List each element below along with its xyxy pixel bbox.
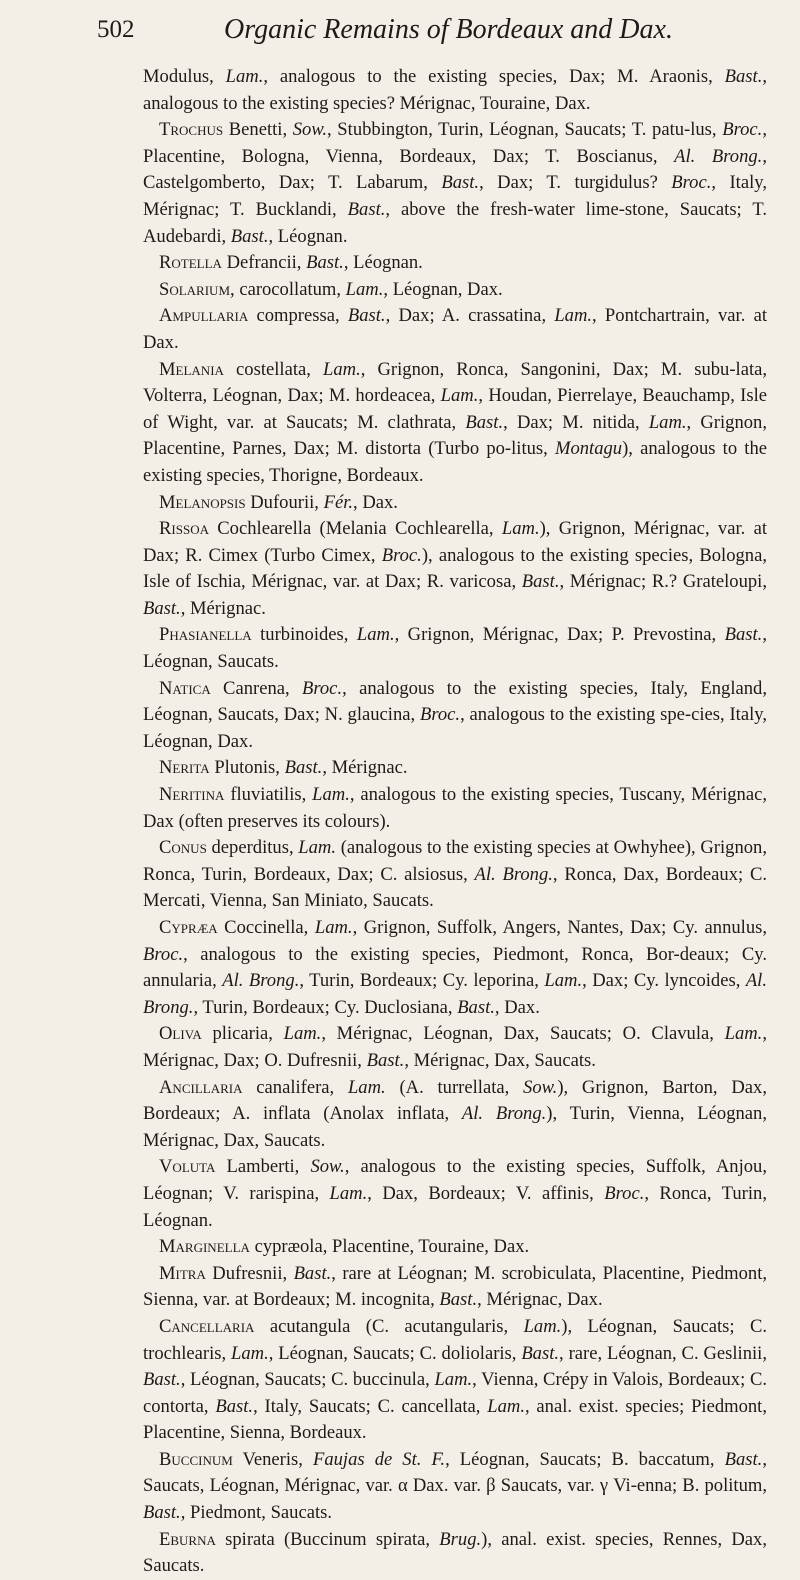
text-run: plicaria, (201, 1023, 284, 1045)
author-citation: Bast. (465, 411, 504, 433)
author-citation: Bast. (441, 172, 480, 194)
author-citation: Lam. (225, 66, 264, 87)
genus-paragraph (143, 915, 767, 1021)
text-run: spirata (Buccinum spirata, (215, 1528, 440, 1550)
author-citation: Sow. (523, 1076, 558, 1098)
author-citation: Bast. (293, 1262, 332, 1284)
genus-name: Mitra (159, 1262, 206, 1284)
author-citation: Sow. (292, 119, 328, 141)
text-run: , Léognan, Saucats; B. baccatum, (445, 1448, 725, 1470)
author-citation: Bast. (521, 1342, 560, 1364)
author-citation: Lam. (434, 1369, 473, 1391)
author-citation: Bast. (306, 252, 344, 274)
author-citation: Bast. (284, 757, 323, 779)
text-run: , Ronca, Turin, Léognan. (143, 1182, 767, 1231)
genus-name: Neritina (159, 784, 225, 806)
genus-paragraph (143, 117, 767, 250)
text-run: Benetti, (223, 119, 293, 141)
genus-paragraph (143, 1447, 767, 1527)
text-run: Lamberti, (215, 1156, 311, 1178)
text-run: Canrena, (210, 677, 302, 699)
genus-paragraph (143, 622, 767, 675)
genus-name: Ampullaria (159, 305, 249, 327)
genus-name: Rissoa (159, 518, 209, 540)
text-run: , analogous to the existing spe-cies, Italy, Léognan, Dax. (143, 704, 767, 752)
genus-name: Marginella (159, 1236, 250, 1258)
genus-name: Solarium (159, 278, 231, 300)
text-run: canalifera, (242, 1076, 348, 1098)
text-run: , Grignon, Ronca, Sangonini, Dax; M. subu-lata, Volterra, Léognan, Dax; M. hordeacea, (143, 358, 768, 407)
genus-paragraph (143, 755, 767, 782)
text-run: , Dax; T. turgidulus? (479, 172, 672, 194)
text-run: Plutonis, (209, 757, 285, 779)
text-run: costellata, (223, 358, 324, 380)
author-citation: Broc. (722, 119, 763, 141)
text-run: Veneris, (232, 1448, 313, 1470)
genus-name: Melanopsis (159, 491, 246, 513)
genus-name: Natica (159, 677, 211, 699)
text-run: , Dax; Cy. lyncoides, (582, 970, 746, 992)
text-run: cypræola, Placentine, Touraine, Dax. (249, 1236, 530, 1258)
author-citation: Lam. (314, 917, 353, 938)
text-run: (A. turrellata, (385, 1076, 524, 1098)
author-citation: Lam. (283, 1023, 322, 1045)
text-run: ), Grignon, Barton, Dax, Bordeaux; A. inflata (Anolax inflata, (143, 1076, 767, 1125)
text-run: deperditus, (206, 837, 299, 859)
text-run: ), Léognan, Saucats; C. trochlearis, (143, 1315, 768, 1364)
text-run: , Grignon, Placentine, Parnes, Dax; M. distorta (Turbo po-litus, (143, 411, 768, 460)
genus-name: Oliva (159, 1023, 202, 1045)
genus-paragraph (143, 1261, 767, 1314)
genus-name: Cancellaria (159, 1315, 255, 1337)
author-citation: Al. Brong. (143, 970, 767, 1018)
genus-paragraph (143, 1314, 767, 1447)
text-run: , rare, Léognan, C. Geslinii, (559, 1342, 767, 1364)
author-citation: Broc. (671, 172, 712, 194)
author-citation: Bast. (215, 1395, 254, 1417)
text-run: , Mérignac, Léognan, Dax, Saucats; O. Clavula, (321, 1023, 725, 1045)
text-run: Coccinella, (217, 917, 315, 938)
genus-paragraph (143, 64, 767, 117)
text-run: , Saucats, Léognan, Mérignac, var. α Dax. var. β Saucats, var. γ Vi-enna; B. politum, (143, 1448, 767, 1497)
genus-name: Trochus (159, 119, 224, 141)
text-run: , Stubbington, Turin, Léognan, Saucats; T. patu-lus, (327, 119, 723, 141)
author-citation: Lam. (440, 385, 479, 407)
genus-name: Melania (159, 358, 224, 380)
genus-paragraph (143, 516, 767, 622)
author-citation: Broc. (419, 704, 461, 726)
genus-name: Ancillaria (159, 1076, 243, 1098)
text-run: acutangula (C. acutangularis, (254, 1315, 524, 1337)
author-citation: Lam. (347, 1076, 386, 1098)
text-run: , Houdan, Pierrelaye, Beauchamp, Isle of Wight, var. at Saucats; M. clathrata, (143, 385, 767, 433)
text-run: , Dax, Bordeaux; V. affinis, (367, 1182, 605, 1204)
text-run: , analogous to the existing species? Mérignac, Touraine, Dax. (143, 66, 768, 114)
genus-paragraph (143, 1527, 767, 1580)
text-run: , Dax; M. nitida, (503, 411, 649, 433)
text-run: , Italy, Saucats; C. cancellata, (253, 1395, 488, 1417)
author-citation: Bast. (457, 996, 495, 1018)
running-title: Organic Remains of Bordeaux and Dax. (224, 14, 673, 45)
genus-paragraph (143, 835, 767, 915)
text-run: , above the fresh-water lime-stone, Saucats; T. Audebardi, (143, 198, 767, 247)
genus-name: Rotella (159, 252, 222, 274)
text-run: Dufresnii, (205, 1262, 294, 1284)
text-run: , Mérignac. (180, 597, 266, 619)
author-citation: Lam. (231, 1342, 269, 1364)
author-citation: Faujas de St. F. (312, 1448, 446, 1470)
page-number: 502 (97, 16, 135, 43)
text-run: Defrancii, (221, 252, 307, 274)
text-run: , Léognan. (343, 252, 423, 274)
text-run: , analogous to the existing species, Piedmont, Ronca, Bor-deaux; Cy. annularia, (143, 943, 767, 992)
author-citation: Bast. (347, 198, 386, 220)
genus-paragraph (143, 782, 767, 835)
author-citation: Fér. (323, 491, 354, 513)
text-run: ), analogous to the existing species, Bologna, Isle of Ischia, Mérignac, var. at Dax; R. varicosa, (143, 544, 767, 593)
author-citation: Lam. (298, 837, 336, 859)
text-run: , Mérignac. (322, 757, 408, 779)
text-run: , Mérignac, Dax, Saucats. (404, 1049, 596, 1071)
author-citation: Bast. (143, 1502, 181, 1524)
author-citation: Lam. (501, 518, 540, 540)
author-citation: Bast. (143, 1369, 181, 1391)
genus-name: Buccinum (159, 1448, 233, 1470)
text-run: , Dax. (494, 996, 540, 1018)
text-run: , Léognan, Saucats; C. buccinula, (180, 1369, 435, 1391)
text-run: , analogous to the existing species, Dax; M. Araonis, (263, 66, 725, 87)
text-run: (analogous to the existing species at Owhyhee), Grignon, Ronca, Turin, Bordeaux, Dax; C. alsiosus, (143, 837, 767, 885)
author-citation: Bast. (724, 1448, 763, 1470)
text-run: , Dax; A. crassatina, (385, 305, 555, 327)
author-citation: Bast. (347, 305, 386, 327)
author-citation: Al. Brong. (461, 1103, 547, 1125)
author-citation: Brug. (439, 1528, 482, 1550)
text-run: , Mérignac, Dax. (477, 1289, 603, 1311)
author-citation: Lam. (356, 624, 395, 646)
author-citation: Lam. (554, 305, 593, 327)
author-citation: Bast. (143, 597, 181, 619)
text-run: fluviatilis, (224, 784, 313, 806)
text-run: , Piedmont, Saucats. (180, 1502, 333, 1524)
genus-paragraph (143, 676, 767, 756)
text-run: ), Grignon, Mérignac, var. at Dax; R. Cimex (Turbo Cimex, (143, 518, 767, 566)
text-run: , Mérignac; R.? Grateloupi, (559, 571, 767, 593)
text-run: , Pontchartrain, var. at Dax. (143, 305, 767, 353)
text-run: , Placentine, Bologna, Vienna, Bordeaux, Dax; T. Boscianus, (143, 119, 767, 167)
text-run: , analogous to the existing species, Tuscany, Mérignac, Dax (often preserves its colours). (143, 784, 767, 832)
text-run: ), Turin, Vienna, Léognan, Mérignac, Dax, Saucats. (143, 1103, 767, 1151)
text-run: , Vienna, Crépy in Valois, Bordeaux; C. contorta, (143, 1369, 767, 1417)
text-run: , Léognan. (268, 225, 348, 247)
author-citation: Broc. (604, 1182, 645, 1204)
author-citation: Lam. (544, 970, 583, 992)
author-citation: Lam. (648, 411, 687, 433)
author-citation: Lam. (323, 358, 361, 380)
genus-paragraph (143, 1154, 767, 1234)
text-run: , Grignon, Mérignac, Dax; P. Prevostina, (394, 624, 725, 646)
genus-name: Conus (159, 837, 207, 859)
page-header (97, 10, 757, 50)
author-citation: Bast. (724, 66, 763, 87)
author-citation: Bast. (521, 571, 560, 593)
text-run: , Ronca, Dax, Bordeaux; C. Mercati, Vienna, San Miniato, Saucats. (143, 863, 767, 912)
genus-name: Nerita (159, 757, 210, 779)
text-run: , rare at Léognan; M. scrobiculata, Placentine, Piedmont, Sienna, var. at Bordeaux; M. incognita, (143, 1262, 768, 1311)
author-citation: Lam. (724, 1023, 763, 1045)
text-run: , Léognan, Saucats. (143, 624, 767, 673)
text-run: ), analogous to the existing species, Thorigne, Bordeaux. (143, 438, 767, 486)
genus-paragraph (143, 250, 767, 277)
author-citation: Broc. (143, 943, 184, 965)
author-citation: Al. Brong. (474, 863, 553, 885)
text-run: , Turin, Bordeaux; Cy. leporina, (299, 970, 545, 992)
text-run: , analogous to the existing species, Italy, England, Léognan, Saucats, Dax; N. glaucina, (143, 677, 767, 726)
text-run: , Castelgomberto, Dax; T. Labarum, (143, 145, 767, 194)
author-citation: Bast. (230, 225, 269, 247)
genus-name: Eburna (159, 1528, 216, 1550)
author-citation: Al. Brong. (222, 970, 300, 992)
text-run: Dufourii, (245, 491, 324, 513)
author-citation: Lam. (312, 784, 350, 806)
text-run: , Léognan, Saucats; C. doliolaris, (268, 1342, 522, 1364)
genus-paragraph (143, 1075, 767, 1155)
genus-paragraph (143, 1021, 767, 1074)
text-run: , Grignon, Suffolk, Angers, Nantes, Dax; Cy. annulus, (352, 917, 768, 938)
genus-paragraph (143, 277, 767, 304)
author-citation: Montagu (554, 438, 623, 460)
text-run: ), anal. exist. species, Rennes, Dax, Saucats. (143, 1528, 767, 1577)
genus-name: Phasianella (159, 624, 252, 646)
text-run: , anal. exist. species; Piedmont, Placentine, Sienna, Bordeaux. (143, 1395, 767, 1444)
genus-paragraph (143, 1234, 767, 1261)
author-citation: Bast. (724, 624, 763, 646)
text-run: , Léognan, Dax. (383, 278, 503, 300)
author-citation: Sow. (310, 1156, 345, 1178)
author-citation: Lam. (345, 278, 384, 300)
text-run: , carocollatum, (230, 278, 346, 300)
author-citation: Broc. (301, 677, 343, 699)
author-citation: Lam. (487, 1395, 525, 1417)
text-run: , Turin, Bordeaux; Cy. Duclosiana, (193, 996, 458, 1018)
species-list-text (143, 64, 767, 1580)
genus-name: Cypræa (159, 917, 218, 938)
text-run: Cochlearella (Melania Cochlearella, (208, 518, 502, 540)
genus-paragraph (143, 303, 767, 356)
text-run: compressa, (248, 305, 348, 327)
text-run: turbinoides, (251, 624, 357, 646)
genus-paragraph (143, 490, 767, 517)
author-citation: Broc. (381, 544, 422, 566)
text-run: , Dax. (353, 491, 398, 513)
author-citation: Bast. (366, 1049, 405, 1071)
author-citation: Lam. (329, 1182, 368, 1204)
author-citation: Lam. (523, 1315, 562, 1337)
text-run: Modulus, (143, 66, 226, 87)
genus-paragraph (143, 357, 767, 490)
author-citation: Bast. (439, 1289, 478, 1311)
genus-name: Voluta (159, 1156, 216, 1178)
text-run: , Mérignac, Dax; O. Dufresnii, (143, 1023, 767, 1071)
text-run: , Italy, Mérignac; T. Bucklandi, (143, 172, 767, 220)
text-run: , analogous to the existing species, Suffolk, Anjou, Léognan; V. rarispina, (143, 1156, 768, 1204)
author-citation: Al. Brong. (674, 145, 763, 167)
